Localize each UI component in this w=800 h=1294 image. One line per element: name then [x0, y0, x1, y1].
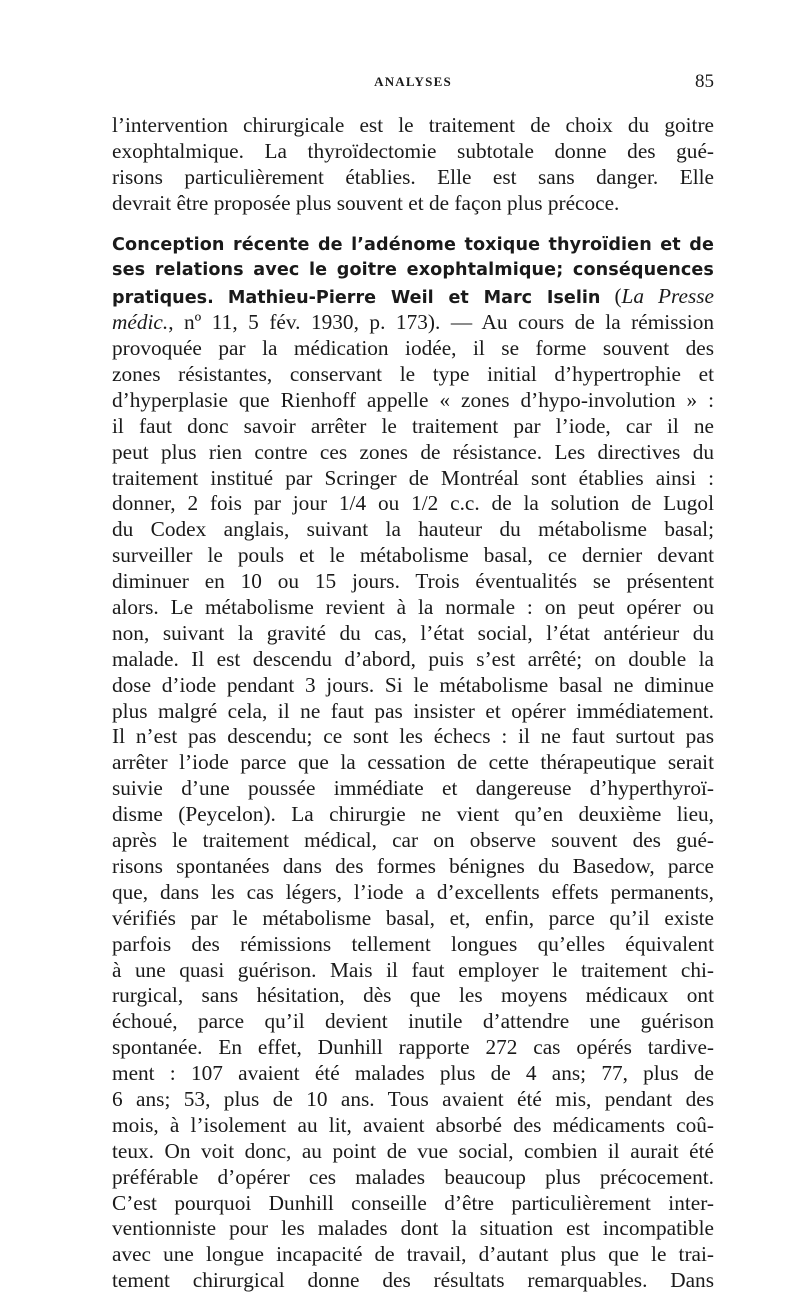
paragraph-gap [112, 217, 714, 233]
text-line: du Codex anglais, suivant la hauteur du métabolisme basal; [112, 517, 714, 542]
text-line: vérifiés par le métabolisme basal, et, enfin, parce qu’il existe [112, 905, 714, 930]
article-body [112, 336, 714, 1294]
page-number: 85 [695, 71, 714, 92]
citation-line [112, 310, 714, 336]
text-line: rurgical, sans hésitation, dès que les moyens médicaux ont [112, 983, 714, 1008]
text-line: zones résistantes, conservant le type initial d’hypertrophie et [112, 362, 714, 387]
text-line: préférable d’opérer ces malades beaucoup plus précocement. [112, 1164, 714, 1189]
text-line: risons particulièrement établies. Elle est sans danger. Elle [112, 164, 714, 189]
text-line: arrêter l’iode parce que la cessation de cette thérapeutique serait [112, 750, 714, 775]
text-line: devrait être proposée plus souvent et de façon plus précoce. [112, 190, 620, 215]
body-text [112, 113, 714, 1294]
citation-open: ( [614, 284, 622, 309]
text-line: provoquée par la médication iodée, il se forme souvent des [112, 336, 714, 361]
text-line: après le traitement médical, car on observe souvent des gué- [112, 828, 714, 853]
text-line: C’est pourquoi Dunhill conseille d’être particulièrement inter- [112, 1190, 714, 1215]
text-line: à une quasi guérison. Mais il faut employer le traitement chi- [112, 957, 714, 982]
text-line: Il n’est pas descendu; ce sont les échecs : il ne faut surtout pas [112, 724, 714, 749]
text-line: ment : 107 avaient été malades plus de 4 ans; 77, plus de [112, 1061, 714, 1086]
text-line: tement chirurgical donne des résultats remarquables. Dans [112, 1268, 714, 1293]
text-line: avec une longue incapacité de travail, d’autant plus que le trai- [112, 1242, 714, 1267]
article-paragraph [112, 233, 714, 1294]
text-line: non, suivant la gravité du cas, l’état social, l’état antérieur du [112, 620, 714, 645]
running-title: ANALYSES [374, 74, 452, 89]
citation-rest: , nº 11, 5 fév. 1930, p. 173). [168, 310, 441, 335]
text-line: il faut donc savoir arrêter le traitement par l’iode, car il ne [112, 413, 714, 438]
text-line: dose d’iode pendant 3 jours. Si le métabolisme basal ne diminue [112, 672, 714, 697]
text-line: échoué, parce qu’il devient inutile d’attendre une guérison [112, 1009, 714, 1034]
text-line: risons spontanées dans des formes bénignes du Basedow, parce [112, 853, 714, 878]
text-line: parfois des rémissions tellement longues qu’elles équivalent [112, 931, 714, 956]
text-line: plus malgré cela, il ne faut pas insister et opérer immédiatement. [112, 698, 714, 723]
text-line: alors. Le métabolisme revient à la normale : on peut opérer ou [112, 595, 714, 620]
article-authors: Mathieu-Pierre Weil et Marc Iselin [227, 288, 601, 309]
text-line: malade. Il est descendu d’abord, puis s’est arrêté; on double la [112, 646, 714, 671]
intro-paragraph [112, 113, 714, 217]
article-title-authors-line [112, 284, 714, 310]
text-line: surveiller le pouls et le métabolisme basal, ce dernier devant [112, 543, 714, 568]
text-line: peut plus rien contre ces zones de résistance. Les directives du [112, 439, 714, 464]
text-line: diminuer en 10 ou 15 jours. Trois éventualités se présentent [112, 569, 714, 594]
article-title-line: ses relations avec le goitre exophtalmique; conséquences [112, 260, 714, 281]
article-title-end: pratiques. [112, 288, 214, 309]
text-line: 6 ans; 53, plus de 10 ans. Tous avaient été mis, pendant des [112, 1086, 714, 1111]
text-line: d’hyperplasie que Rienhoff appelle « zones d’hypo-involution » : [112, 387, 714, 412]
text-line: ventionniste pour les malades dont la situation est incompatible [112, 1216, 714, 1241]
text-line: suivie d’une poussée immédiate et dangereuse d’hyperthyroï- [112, 776, 714, 801]
text-line: donner, 2 fois par jour 1/4 ou 1/2 c.c. de la solution de Lugol [112, 491, 714, 516]
citation-dash-text: — Au cours de la rémission [440, 310, 714, 335]
running-head [112, 71, 714, 94]
text-line: teux. On voit donc, au point de vue social, combien il aurait été [112, 1138, 714, 1163]
text-line: disme (Peycelon). La chirurgie ne vient qu’en deuxième lieu, [112, 802, 714, 827]
text-line: l’intervention chirurgicale est le traitement de choix du goitre [112, 113, 714, 137]
text-line: traitement institué par Scringer de Montréal sont établies ainsi : [112, 465, 714, 490]
citation-journal: La Presse [621, 284, 714, 309]
article-title-line: Conception récente de l’adénome toxique thyroïdien et de [112, 234, 714, 255]
text-line: exophtalmique. La thyroïdectomie subtotale donne des gué- [112, 138, 714, 163]
text-line: que, dans les cas légers, l’iode a d’excellents effets permanents, [112, 879, 714, 904]
text-line: mois, à l’isolement au lit, avaient absorbé des médicaments coû- [112, 1112, 714, 1137]
text-line: spontanée. En effet, Dunhill rapporte 272 cas opérés tardive- [112, 1035, 714, 1060]
citation-journal-cont: médic. [112, 310, 169, 335]
